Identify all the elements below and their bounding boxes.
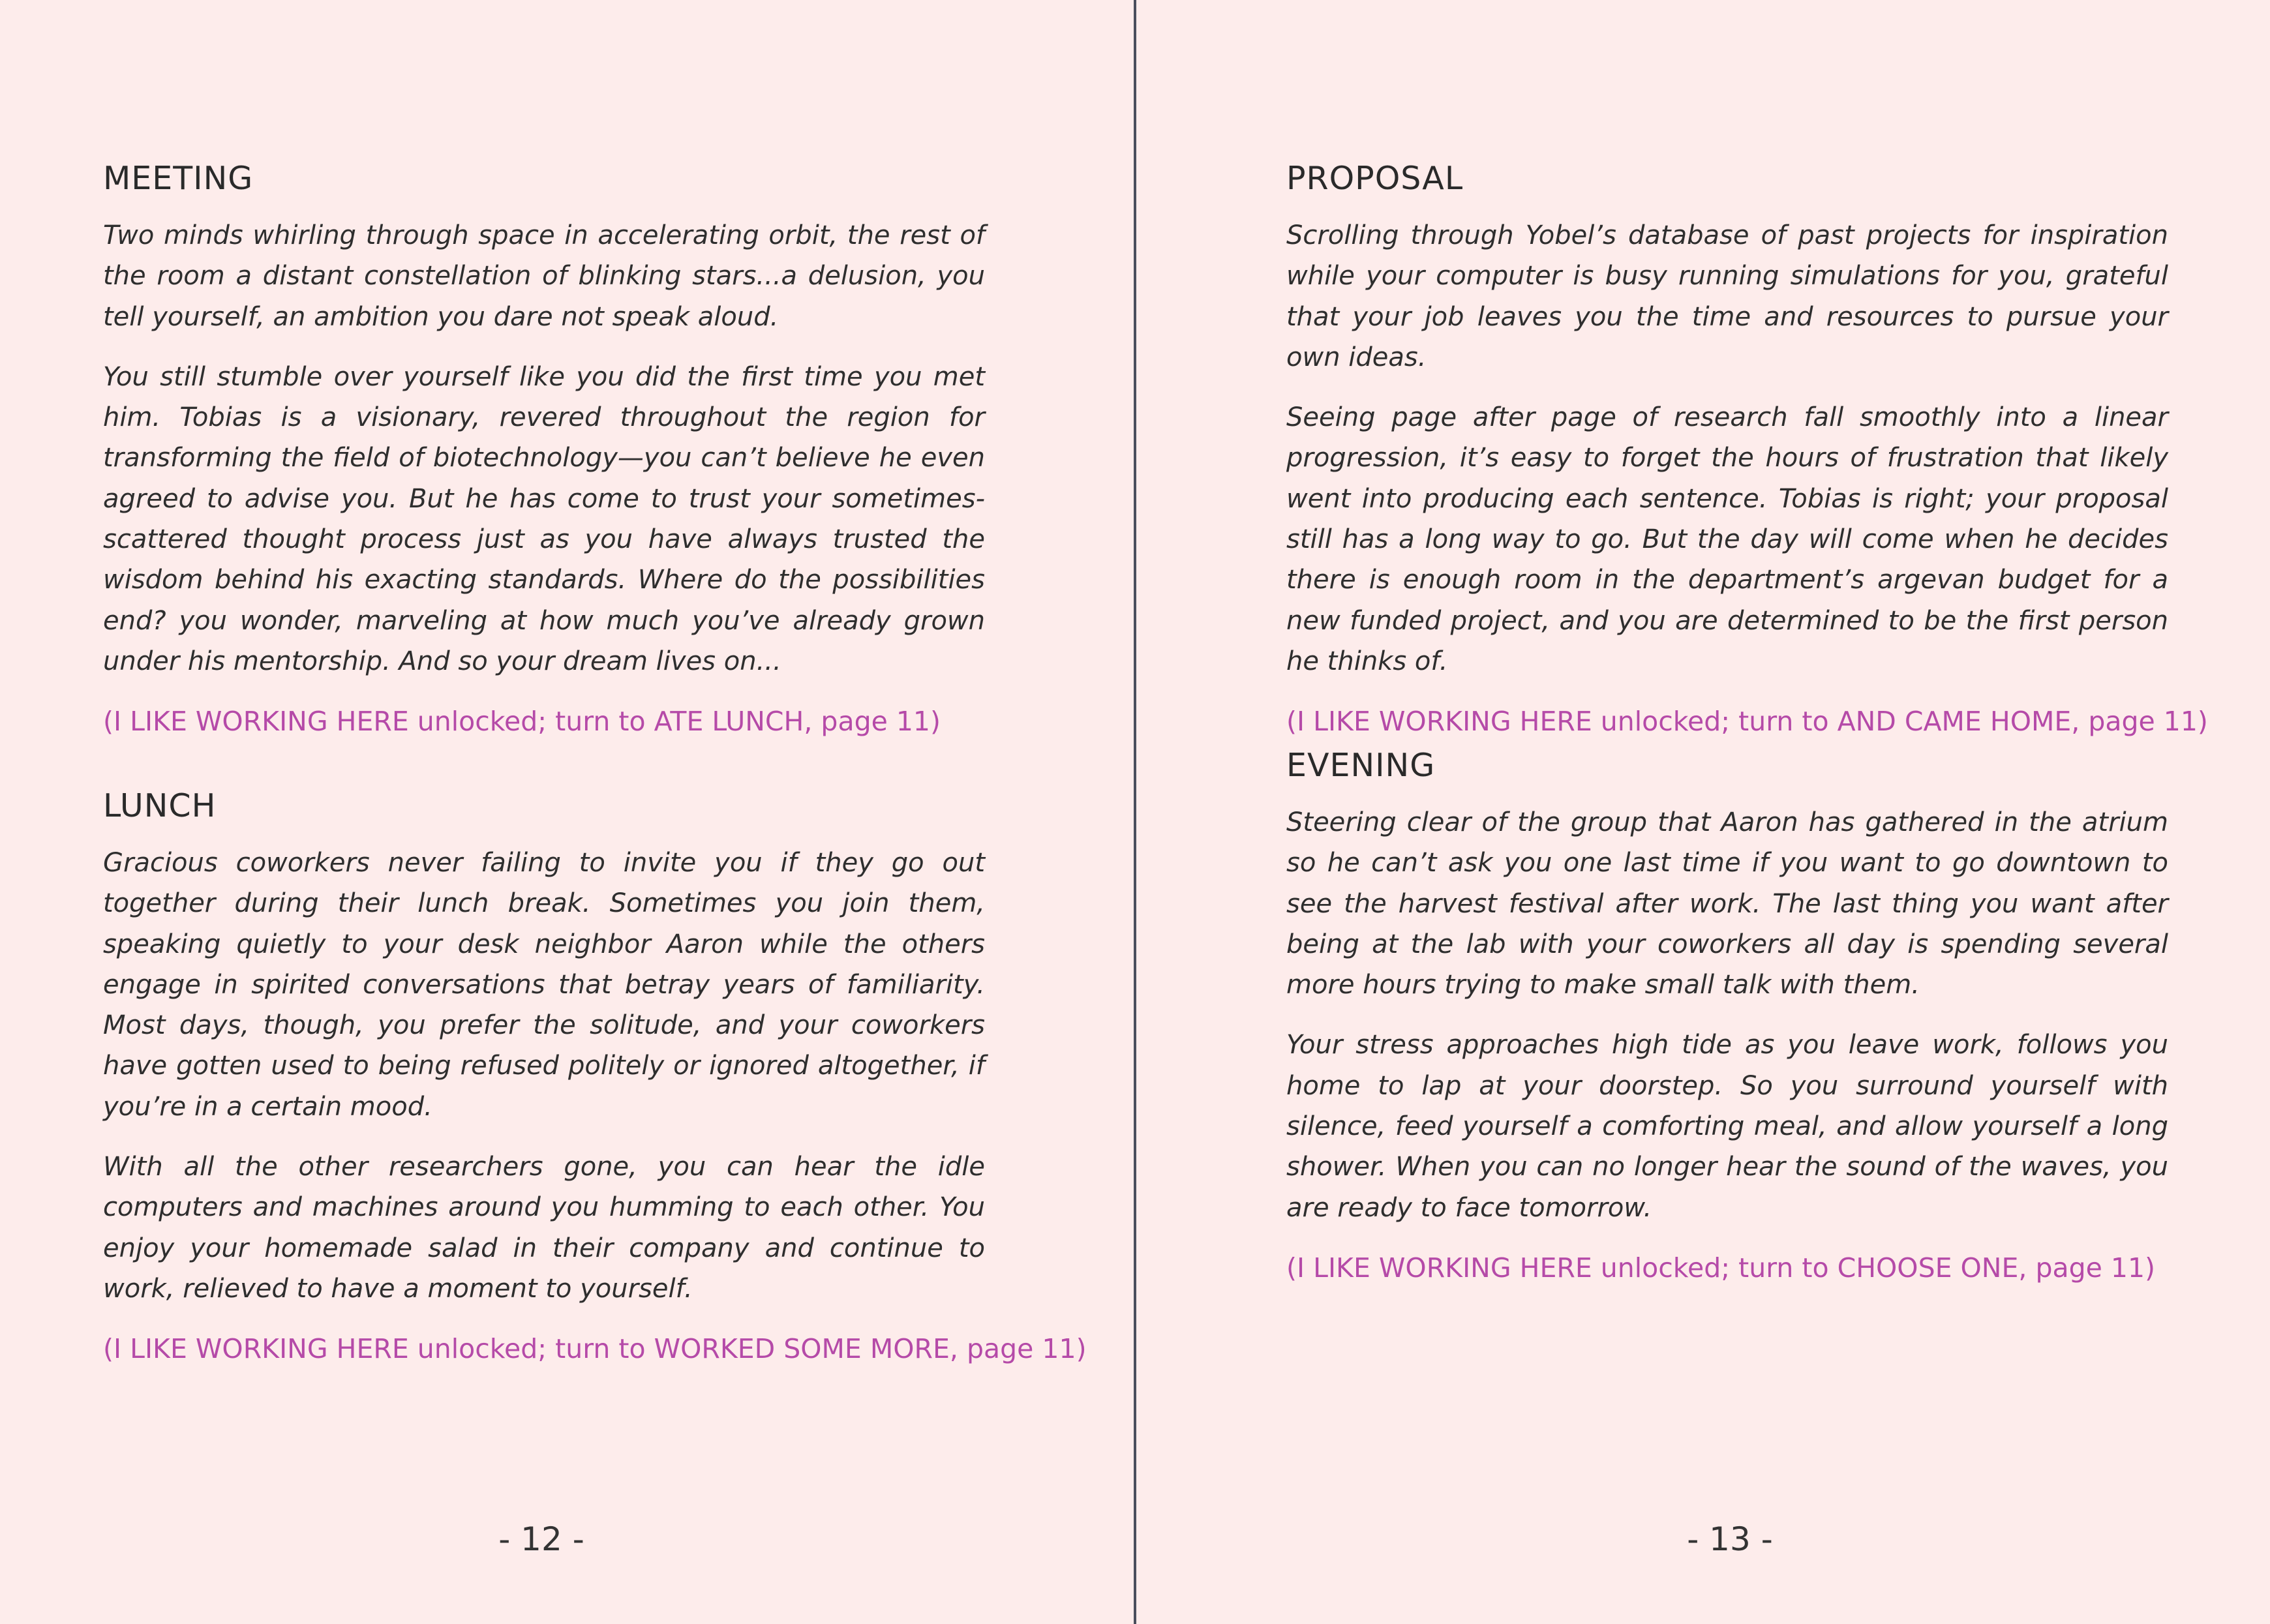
unlock-note: (I LIKE WORKING HERE unlocked; turn to AND CAME HOME, page 11) [1286, 706, 2208, 738]
paragraph: With all the other researchers gone, you can hear the idle computers and machines around you humming to each other. You enjoy your homemade salad in their company and continue to work, relieved to have a moment to yourself. [103, 1152, 985, 1304]
right-page [1136, 0, 2270, 1624]
unlock-note: (I LIKE WORKING HERE unlocked; turn to CHOOSE ONE, page 11) [1286, 1252, 2156, 1284]
left-page [0, 0, 1134, 1624]
page-number: - 13 - [1687, 1520, 1773, 1558]
section-heading: MEETING [103, 160, 254, 197]
section-lunch [103, 784, 1087, 1369]
section-heading: LUNCH [103, 787, 217, 824]
paragraph: Seeing page after page of research fall smoothly into a linear progression, it’s easy to forget the hours of frustration that likely went into producing each sentence. Tobias is right; your proposal still has a long way to go. But the day will come when he decides there is enough room in the department’s argevan budget for a new funded project, and you are determined to be the first person he thinks of. [1286, 402, 2168, 676]
paragraph: Your stress approaches high tide as you leave work, follows you home to lap at your doorstep. So you surround yourself with silence, feed yourself a comforting meal, and allow yourself a long shower. When you can no longer hear the sound of the waves, you are ready to face tomorrow. [1286, 1030, 2168, 1223]
paragraph: Two minds whirling through space in accelerating orbit, the rest of the room a distant constellation of blinking stars...a delusion, you tell yourself, an ambition you dare not speak aloud. [103, 220, 985, 332]
section-proposal [1286, 157, 2208, 742]
section-heading: PROPOSAL [1286, 160, 1464, 197]
section-meeting [103, 157, 985, 742]
unlock-note: (I LIKE WORKING HERE unlocked; turn to ATE LUNCH, page 11) [103, 706, 941, 738]
paragraph: Gracious coworkers never failing to invite you if they go out together during their lunch break. Sometimes you join them, speaking quietly to your desk neighbor Aaron while the others engage in spirited conversations that betray years of familiarity. Most days, though, you prefer the solitude, and your coworkers have gotten used to being refused politely or ignored altogether, if you’re in a certain mood. [103, 848, 985, 1122]
page-number: - 12 - [498, 1520, 584, 1558]
paragraph: Scrolling through Yobel’s database of past projects for inspiration while your computer is busy running simulations for you, grateful that your job leaves you the time and resources to pursue your own ideas. [1286, 220, 2168, 372]
unlock-note: (I LIKE WORKING HERE unlocked; turn to WORKED SOME MORE, page 11) [103, 1333, 1087, 1365]
section-evening [1286, 744, 2168, 1288]
paragraph: Steering clear of the group that Aaron has gathered in the atrium so he can’t ask you one last time if you want to go downtown to see the harvest festival after work. The last thing you want after being at the lab with your coworkers all day is spending several more hours trying to make small talk with them. [1286, 807, 2168, 1000]
paragraph: You still stumble over yourself like you did the first time you met him. Tobias is a visionary, revered throughout the region for transforming the field of biotechnology—you can’t believe he even agreed to advise you. But he has come to trust your sometimes-scattered thought process just as you have always trusted the wisdom behind his exacting standards. Where do the possibilities end? you wonder, marveling at how much you’ve already grown under his mentorship. And so your dream lives on... [103, 361, 985, 676]
section-heading: EVENING [1286, 747, 1436, 784]
